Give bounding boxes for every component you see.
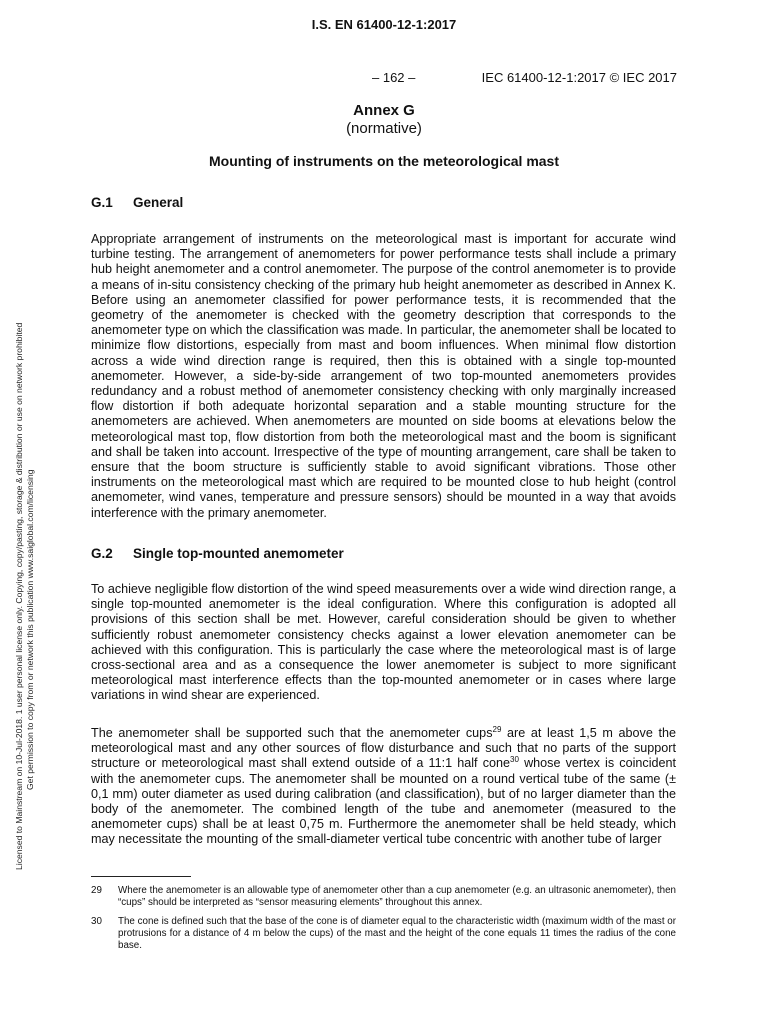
footnote-29: [91, 885, 676, 909]
section-number: G.1: [91, 195, 113, 210]
license-notice-line: Get permission to copy from or network this publication www.saiglobal.com/licensing: [25, 469, 35, 790]
license-notice: [14, 310, 36, 870]
section-heading-g2: [91, 546, 344, 561]
page-number: – 162 –: [372, 70, 416, 85]
footnote-30: [91, 916, 676, 952]
section-title: Single top-mounted anemometer: [133, 546, 344, 561]
footnote-text: Where the anemometer is an allowable type of anemometer other than a cup anemometer (e.g. an ultrasonic anemometer), then “cups” should be interpreted as “sensor measuring elements” throughout this annex.: [118, 885, 676, 908]
footnote-ref-30[interactable]: 30: [510, 755, 519, 765]
footnote-divider: [91, 876, 191, 877]
standard-id: I.S. EN 61400-12-1:2017: [311, 17, 457, 32]
section-paragraph: To achieve negligible flow distortion of the wind speed measurements over a wide wind direction range, a single top-mounted anemometer is the ideal configuration. Where this configuration is adopted all provisions of this section shall be met. However, careful consideration should be given to whether sufficiently robust anemometer consistency checks against a lower elevation anemometer can be achieved with this configuration. This is particularly the case where the meteorological mast is of large cross-sectional area and as a consequence the lower anemometer is subject to more significant meteorological mast interference effects than the top-mounted anemometer or in cases where large variations in wind shear are experienced.: [91, 582, 676, 703]
section-number: G.2: [91, 546, 113, 561]
annex-subtitle: (normative): [346, 120, 422, 137]
annex-title: Annex G: [353, 102, 415, 119]
license-notice-line: Licensed to Mainstream on 10-Jul-2018. 1 user personal license only. Copying, copy/pasting, storage & distribution or use on network prohibited: [14, 322, 24, 870]
annex-heading: Mounting of instruments on the meteorological mast: [208, 153, 559, 169]
paragraph-text: The anemometer shall be supported such that the anemometer cups: [91, 726, 493, 740]
paragraph-text: whose vertex is coincident with the anemometer cups. The anemometer shall be mounted on a round vertical tube of the same (± 0,1 mm) outer diameter as used during calibration (and classification), but of no larger diameter than the body of the anemometer. The combined length of the tube and anemometer (measured to the anemometer cups) shall be at least 0,75 m. Furthermore the anemometer shall be held steady, which may necessitate the mounting of the small-diameter vertical tube concentric with another tube of larger: [91, 756, 677, 847]
footnote-text: The cone is defined such that the base of the cone is of diameter equal to the characteristic width (maximum width of the mast or protrusions for a distance of 4 m below the cups) of the mast and the height of the cone equals 11 times the radius of the cone base.: [118, 916, 676, 951]
section-paragraph-footnoted: [91, 726, 676, 848]
footnote-number: 29: [91, 885, 102, 896]
iec-reference: IEC 61400-12-1:2017 © IEC 2017: [481, 70, 677, 85]
paragraph-text: are at least 1,5 m above the meteorological mast and any other sources of flow disturbance and such that no parts of the support structure or meteorological mast shall extend outside of a 11:1 half cone: [91, 726, 677, 771]
section-paragraph: Appropriate arrangement of instruments on the meteorological mast is important for accurate wind turbine testing. The arrangement of anemometers for power performance tests shall include a primary hub height anemometer and a control anemometer. The purpose of the control anemometer is to provide a means of in-situ consistency checking of the primary hub height anemometer as described in Annex K. Before using an anemometer classified for power performance tests, it is recommended that the geometry of the anemometer is checked with the geometry description that corresponds to the anemometer type on which the classification was made. In particular, the anemometer shall be located to minimize flow distortions, especially from mast and boom influences. When minimal flow distortion across a wide wind direction range is required, then this is obtained with a single top-mounted anemometer. However, a side-by-side arrangement of two top-mounted anemometers provides redundancy and a robust method of anemometer consistency checking with only marginally increased flow distortion if both adequate horizontal separation and a stable mounting structure for the anemometers are achieved. When anemometers are mounted on side booms at elevations below the meteorological mast top, flow distortion from both the meteorological mast and the boom is significant and shall be taken into account. Irrespective of the type of mounting arrangement, care shall be taken to ensure that the boom structure is sufficiently stable to avoid significant vibrations. Those other instruments on the meteorological mast which are required to be mounted close to hub height (control anemometer, wind vanes, temperature and pressure sensors) should be mounted in a way that avoids interference with the primary anemometer.: [91, 232, 676, 520]
section-heading-g1: [91, 195, 183, 210]
section-title: General: [133, 195, 184, 210]
footnote-ref-29[interactable]: 29: [492, 725, 502, 734]
footnote-number: 30: [91, 916, 102, 927]
